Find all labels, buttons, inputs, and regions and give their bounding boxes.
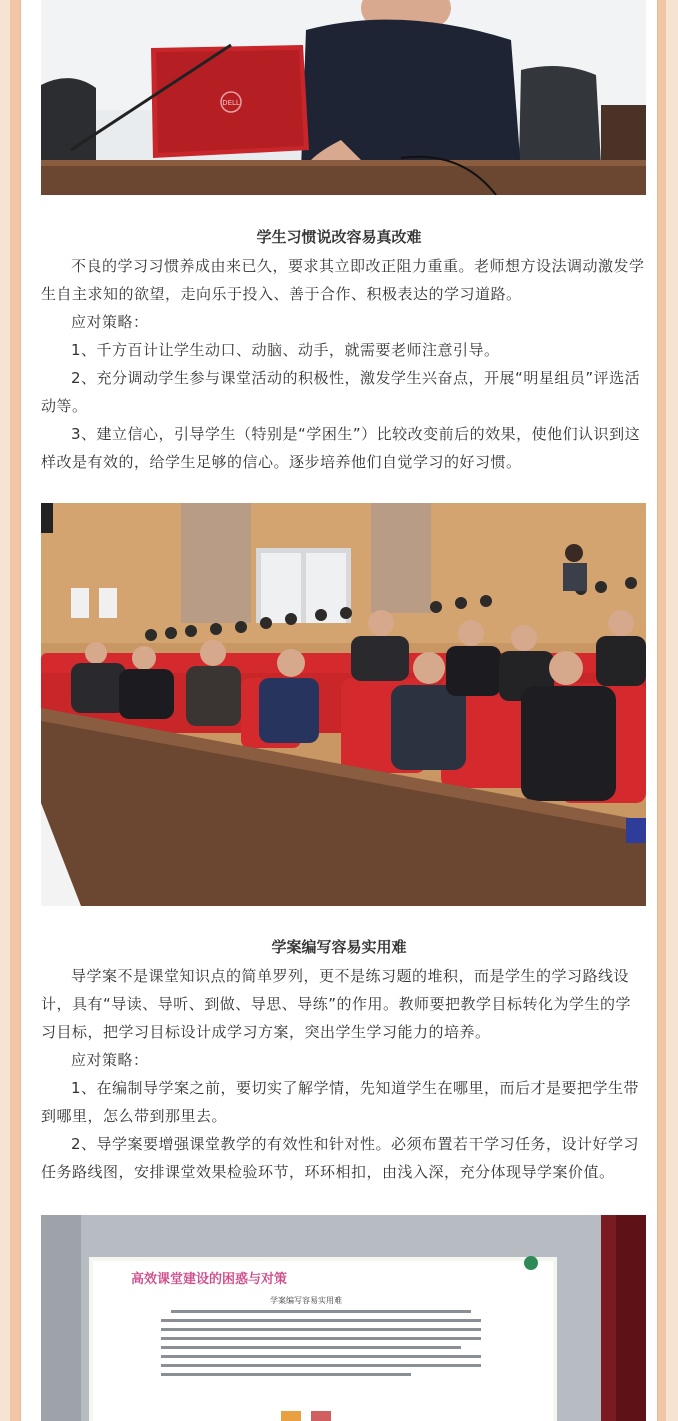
section-heading-habits: 学生习惯说改容易真改难 — [256, 228, 422, 246]
slide-title: 高效课堂建设的困惑与对策 — [131, 1272, 288, 1287]
slide-subtitle: 学案编写容易实用难 — [270, 1296, 342, 1305]
section-heading-lesson-plans: 学案编写容易实用难 — [271, 938, 407, 956]
photo-speaker — [41, 0, 646, 195]
paragraph: 2、充分调动学生参与课堂活动的积极性，激发学生兴奋点，开展“明星组员”评选活动等。 — [41, 369, 641, 415]
paragraph: 1、千方百计让学生动口、动脑、动手，就需要老师注意引导。 — [71, 341, 500, 359]
laptop-brand-text: DELL — [222, 99, 240, 107]
paragraph: 应对策略： — [71, 1051, 149, 1069]
paragraph: 1、在编制导学案之前，要切实了解学情，先知道学生在哪里，而后才是要把学生带到哪里，怎么带到那里去。 — [41, 1079, 640, 1125]
paragraph: 应对策略： — [71, 313, 149, 331]
paragraph: 2、导学案要增强课堂教学的有效性和针对性。必须布置若干学习任务，设计好学习任务路线图，安排课堂效果检验环节，环环相扣，由浅入深，充分体现导学案价值。 — [41, 1135, 640, 1181]
paragraph: 3、建立信心，引导学生（特别是“学困生”）比较改变前后的效果，使他们认识到这样改是有效的，给学生足够的信心。逐步培养他们自觉学习的好习惯。 — [41, 425, 641, 471]
photo-projection-slide — [41, 1215, 646, 1421]
photo-audience — [41, 503, 646, 906]
paragraph: 不良的学习习惯养成由来已久，要求其立即改正阻力重重。老师想方设法调动激发学生自主求知的欲望，走向乐于投入、善于合作、积极表达的学习道路。 — [41, 257, 645, 303]
paragraph: 导学案不是课堂知识点的简单罗列，更不是练习题的堆积，而是学生的学习路线设计，具有“导读、导听、到做、导思、导练”的作用。教师要把教学目标转化为学生的学习目标，把学习目标设计成学习方案，突出学生学习能力的培养。 — [41, 967, 632, 1041]
